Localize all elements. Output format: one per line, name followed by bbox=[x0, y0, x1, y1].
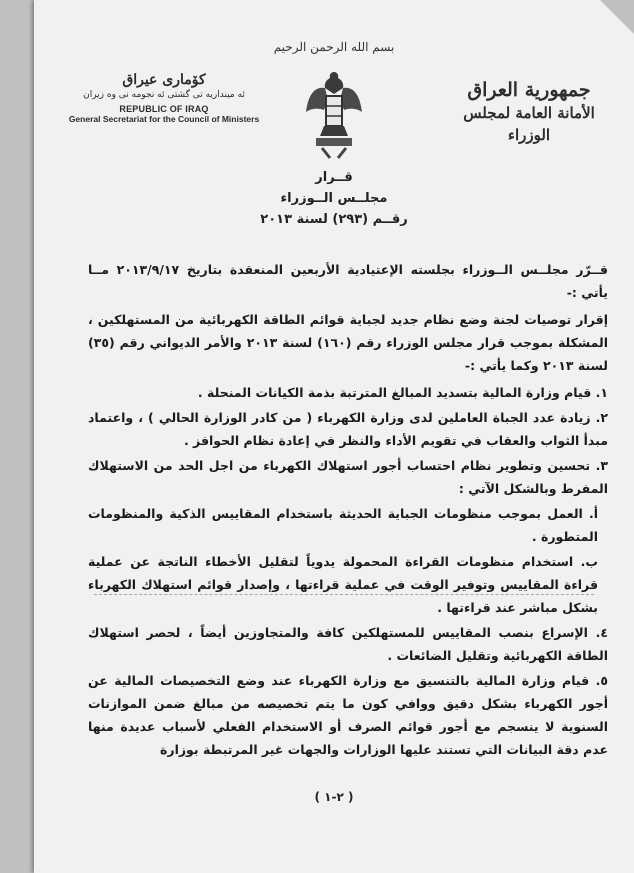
arabic-header bbox=[444, 78, 614, 146]
item-1: ١. قيام وزارة المالية بتسديد المبالغ المترتبة بذمة الكيانات المنحلة . bbox=[197, 385, 608, 400]
decision-body bbox=[88, 258, 608, 763]
scan-line bbox=[94, 594, 594, 595]
item-3b: ب. استخدام منظومات القراءة المحمولة يدوياً لتقليل الأخطاء الناتجة عن عملية قراءة المقاييس وتوفير الوقت في عملية قراءتها ، وإصدار قوائم استهلاك الكهرباء بشكل مباشر عند قراءتها . bbox=[88, 554, 598, 615]
decision-number: رقــم (٢٩٣) لسنة ٢٠١٣ bbox=[260, 212, 408, 227]
item-5: ٥. قيام وزارة المالية بالتنسيق مع وزارة الكهرباء عند وضع التخصيصات المالية عن أجور الكهرباء بشكل دقيق ووافي كون ما يتم تخصيصه من مبالغ ضمن الموازنات السنوية لا ينسجم مع أجور قوائم الصرف أو الاستخدام الفعلي لأسباب عديدة منها عدم دقة البيانات التي تستند عليها الوزارات والجهات غير المرتبطة بوزارة bbox=[88, 673, 608, 757]
kurdish-title: كۆماری عیراق bbox=[122, 72, 206, 88]
item-3: ٣. تحسين وتطوير نظام احتساب أجور استهلاك الكهرباء من اجل الحد من الاستهلاك المفرط وبالشكل الآتي : bbox=[88, 458, 608, 496]
republic-of-iraq: جمهورية العراق bbox=[467, 79, 591, 101]
council-title: مجلــس الــوزراء bbox=[280, 191, 388, 206]
english-subtitle: General Secretariat for the Council of Ministers bbox=[68, 114, 260, 124]
english-title: REPUBLIC OF IRAQ bbox=[119, 104, 209, 114]
folded-corner bbox=[600, 0, 634, 34]
basmala: بسم الله الرحمن الرحيم bbox=[273, 40, 395, 54]
item-2: ٢. زيادة عدد الجباة العاملين لدى وزارة الكهرباء ( من كادر الوزارة الحالي ) ، واعتماد مبدأ الثواب والعقاب في تقويم الأداء والنظر في إعادة نظام الحوافز . bbox=[88, 410, 608, 448]
item-3a: أ. العمل بموجب منظومات الجباية الحديثة باستخدام المقاييس الذكية والمنظومات المتطورة . bbox=[88, 506, 598, 544]
kurdish-english-header bbox=[64, 72, 264, 124]
general-secretariat: الأمانة العامة لمجلس الوزراء bbox=[463, 104, 595, 144]
approval-paragraph: إقرار توصيات لجنة وضع نظام جديد لجباية قوائم الطاقة الكهربائية من المستهلكين ، المشكلة بموجب قرار مجلس الوزراء رقم (١٦٠) لسنة ٢٠١٣ والأمر الديواني رقم (٣٥) لسنة ٢٠١٣ وكما يأتي :- bbox=[88, 312, 608, 373]
eagle-emblem-icon bbox=[304, 64, 364, 164]
item-4: ٤. الإسراع بنصب المقاييس للمستهلكين كافة والمتجاوزين أيضاً ، لحصر استهلاك الطاقة الكهربائية وتقليل الضائعات . bbox=[88, 625, 608, 663]
document-page bbox=[34, 0, 634, 873]
kurdish-subtitle: ئه مینداریه تی گشتی ئه نجومه نی وه زیران bbox=[83, 90, 245, 100]
page-number: ( ٢-١ ) bbox=[314, 790, 354, 804]
decision-title: قــرار bbox=[315, 170, 353, 185]
intro-paragraph: قــرّر مجلــس الــوزراء بجلسته الإعتيادية الأربعين المنعقدة بتاريخ ٢٠١٣/٩/١٧ مــا يأتي :- bbox=[88, 262, 608, 300]
